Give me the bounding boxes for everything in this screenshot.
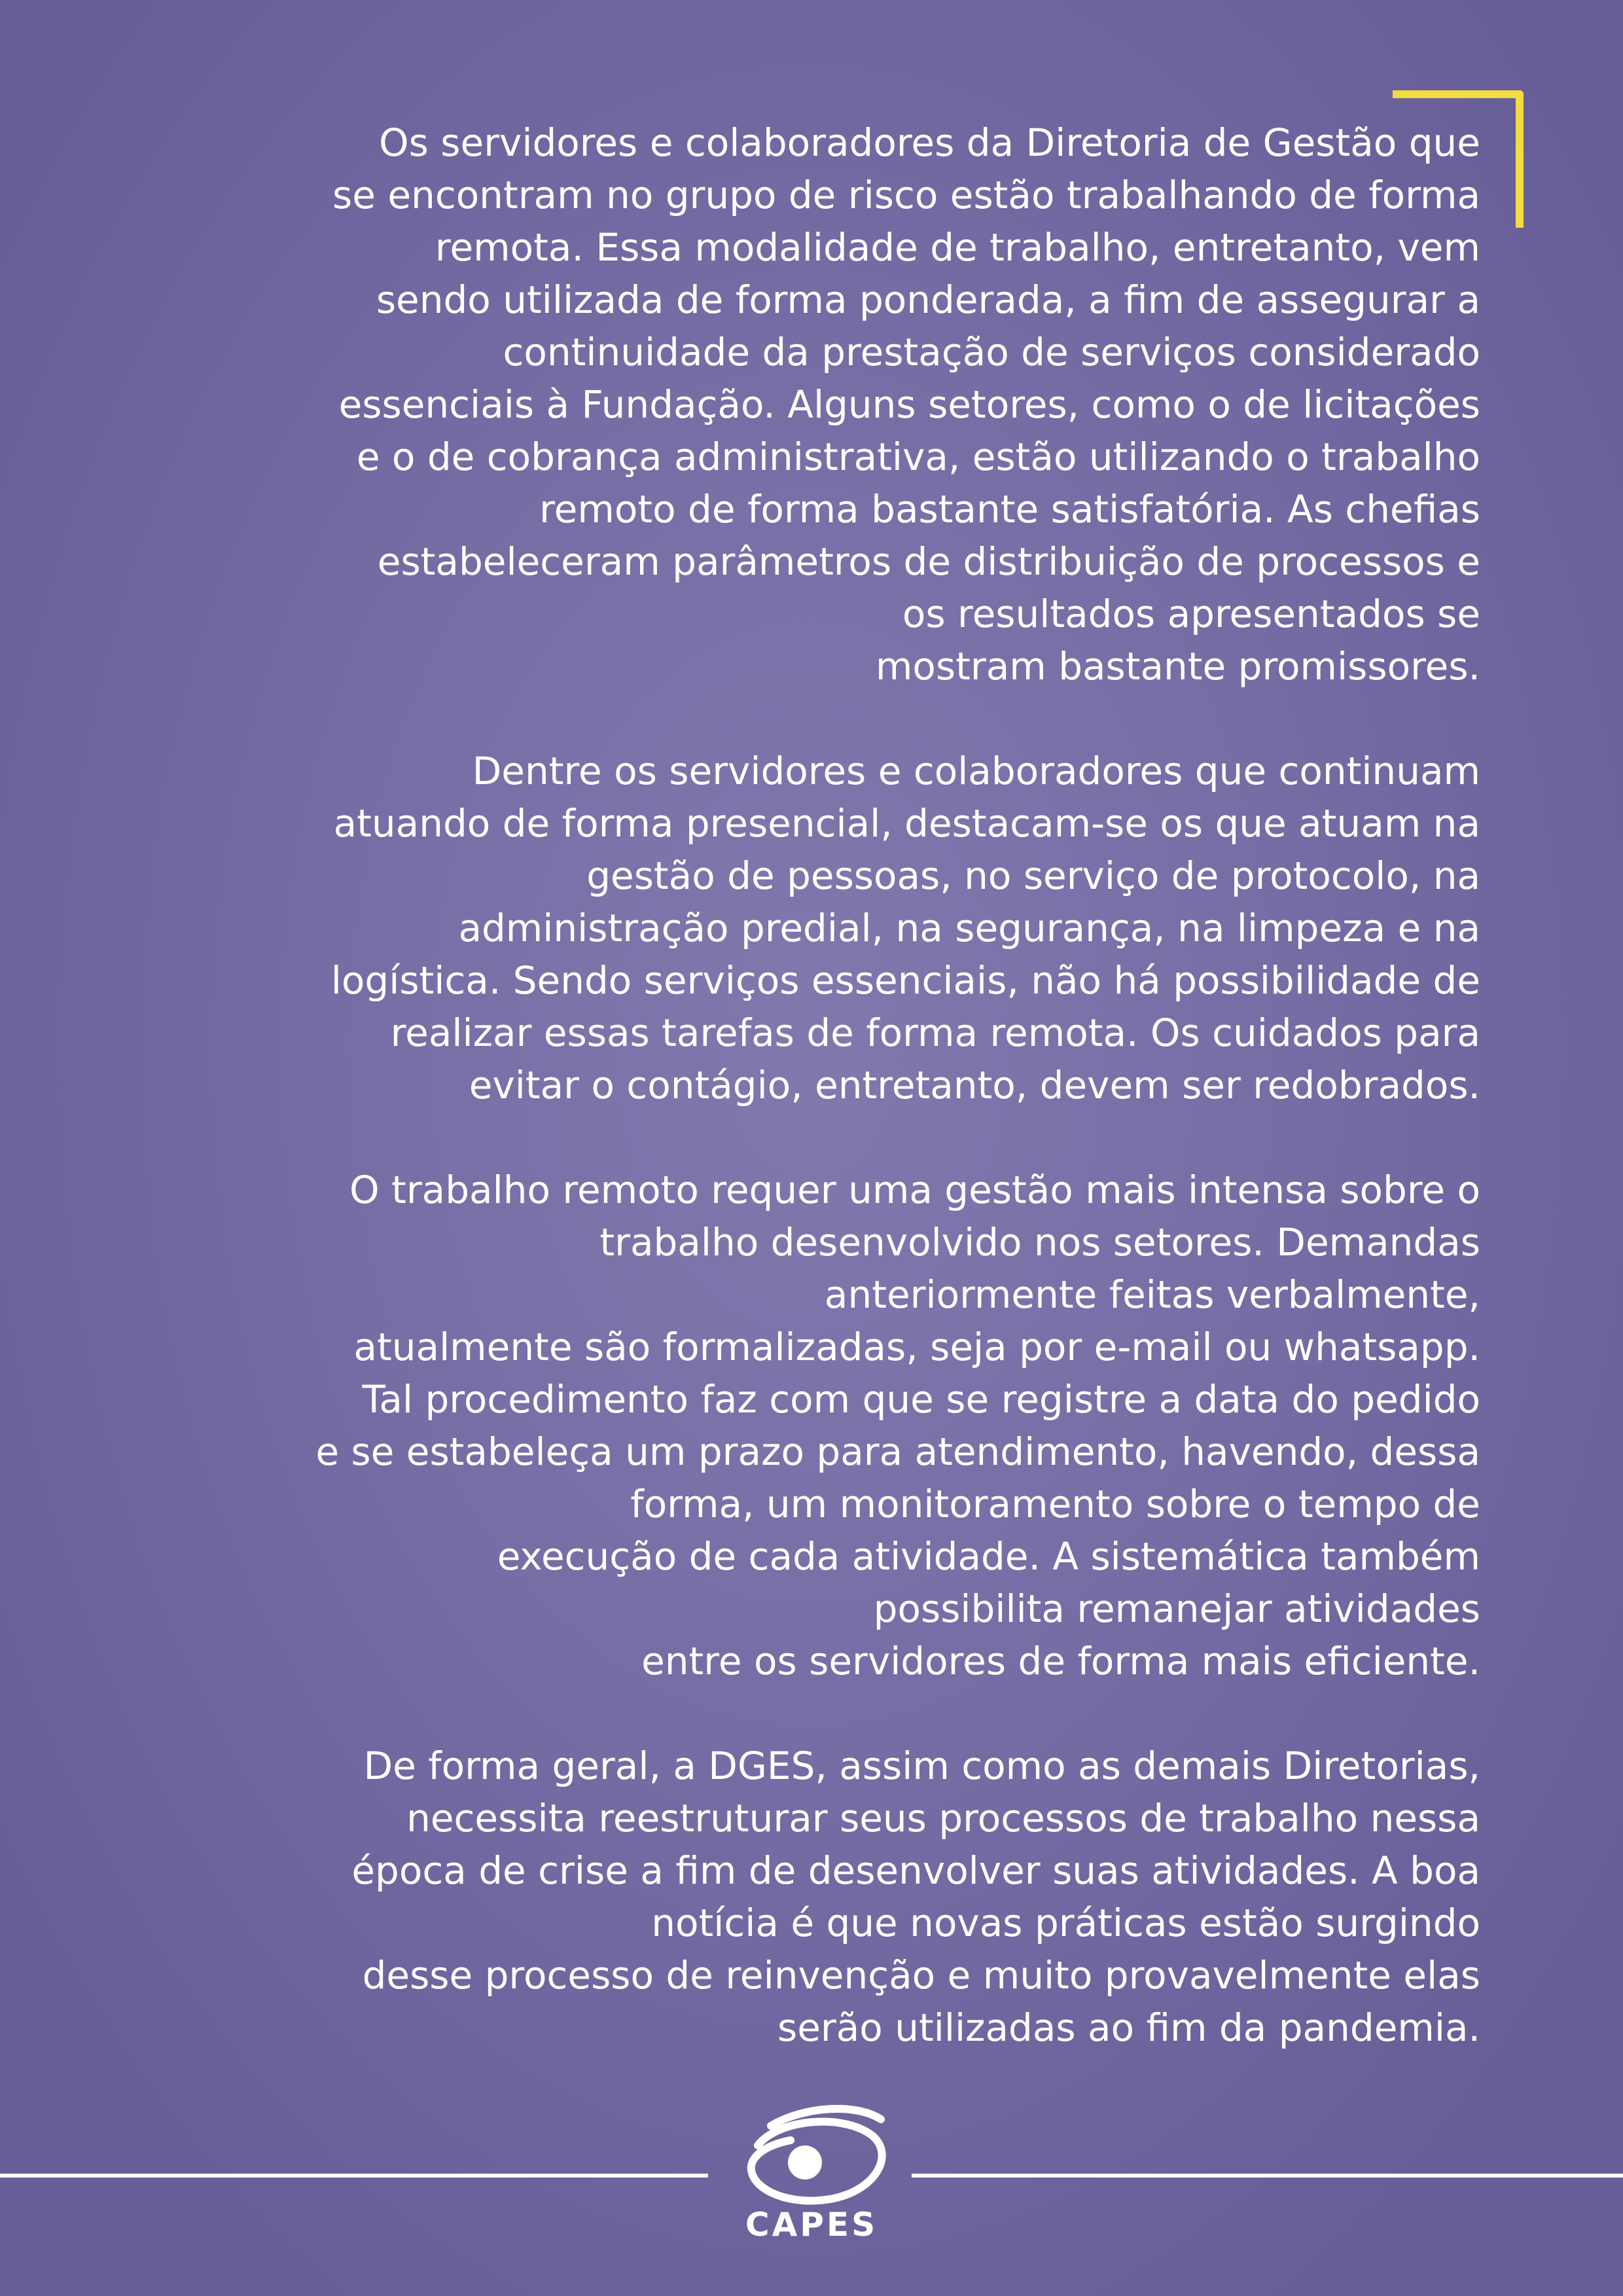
text-line: se encontram no grupo de risco estão trabalhando de forma (332, 173, 1480, 217)
text-line: evitar o contágio, entretanto, devem ser redobrados. (469, 1063, 1480, 1107)
paragraph (144, 1164, 1480, 1687)
text-line: os resultados apresentados se (902, 592, 1480, 636)
text-line: remota. Essa modalidade de trabalho, entretanto, vem (435, 225, 1480, 270)
text-line: De forma geral, a DGES, assim como as demais Diretorias, (363, 1744, 1480, 1788)
text-line: gestão de pessoas, no serviço de protocolo, na (586, 853, 1480, 898)
text-line: desse processo de reinvenção e muito provavelmente elas (362, 1953, 1480, 1998)
text-line: Tal procedimento faz com que se registre a data do pedido (362, 1377, 1480, 1422)
text-line: trabalho desenvolvido nos setores. Demandas (599, 1220, 1480, 1265)
text-line: anteriormente feitas verbalmente, (824, 1272, 1480, 1317)
text-line: serão utilizadas ao fim da pandemia. (777, 2005, 1480, 2050)
text-line: atualmente são formalizadas, seja por e-mail ou whatsapp. (353, 1325, 1480, 1369)
text-line: remoto de forma bastante satisfatória. As chefias (539, 487, 1480, 531)
text-line: atuando de forma presencial, destacam-se os que atuam na (333, 801, 1480, 846)
footer-divider-right (912, 2174, 1623, 2178)
text-line: e se estabeleça um prazo para atendimento, havendo, dessa (315, 1429, 1480, 1474)
text-line: possibilita remanejar atividades (873, 1587, 1480, 1631)
text-line: continuidade da prestação de serviços considerado (503, 330, 1480, 374)
text-line: Os servidores e colaboradores da Diretoria de Gestão que (379, 120, 1480, 165)
article-body (144, 117, 1480, 2054)
text-line: O trabalho remoto requer uma gestão mais intensa sobre o (349, 1168, 1480, 1212)
text-line: e o de cobrança administrativa, estão utilizando o trabalho (356, 435, 1480, 479)
logo-text: CAPES (745, 2206, 878, 2244)
text-line: forma, um monitoramento sobre o tempo de (630, 1482, 1480, 1526)
paragraph (144, 745, 1480, 1111)
text-line: realizar essas tarefas de forma remota. Os cuidados para (390, 1011, 1480, 1055)
text-line: sendo utilizada de forma ponderada, a fim de assegurar a (376, 278, 1480, 322)
text-line: essenciais à Fundação. Alguns setores, como o de licitações (338, 382, 1480, 427)
text-line: mostram bastante promissores. (875, 644, 1480, 689)
text-line: logística. Sendo serviços essenciais, não há possibilidade de (330, 958, 1480, 1003)
text-line: época de crise a fim de desenvolver suas atividades. A boa (351, 1848, 1480, 1893)
text-line: entre os servidores de forma mais eficiente. (641, 1639, 1480, 1683)
text-line: administração predial, na segurança, na limpeza e na (458, 906, 1480, 950)
text-line: Dentre os servidores e colaboradores que continuam (472, 749, 1480, 793)
text-line: execução de cada atividade. A sistemática também (497, 1534, 1480, 1579)
text-line: estabeleceram parâmetros de distribuição de processos e (377, 539, 1480, 584)
footer-divider-left (0, 2174, 708, 2178)
text-line: necessita reestruturar seus processos de trabalho nessa (406, 1796, 1480, 1840)
text-line: notícia é que novas práticas estão surgindo (651, 1901, 1480, 1945)
paragraph (144, 117, 1480, 692)
paragraph (144, 1740, 1480, 2054)
